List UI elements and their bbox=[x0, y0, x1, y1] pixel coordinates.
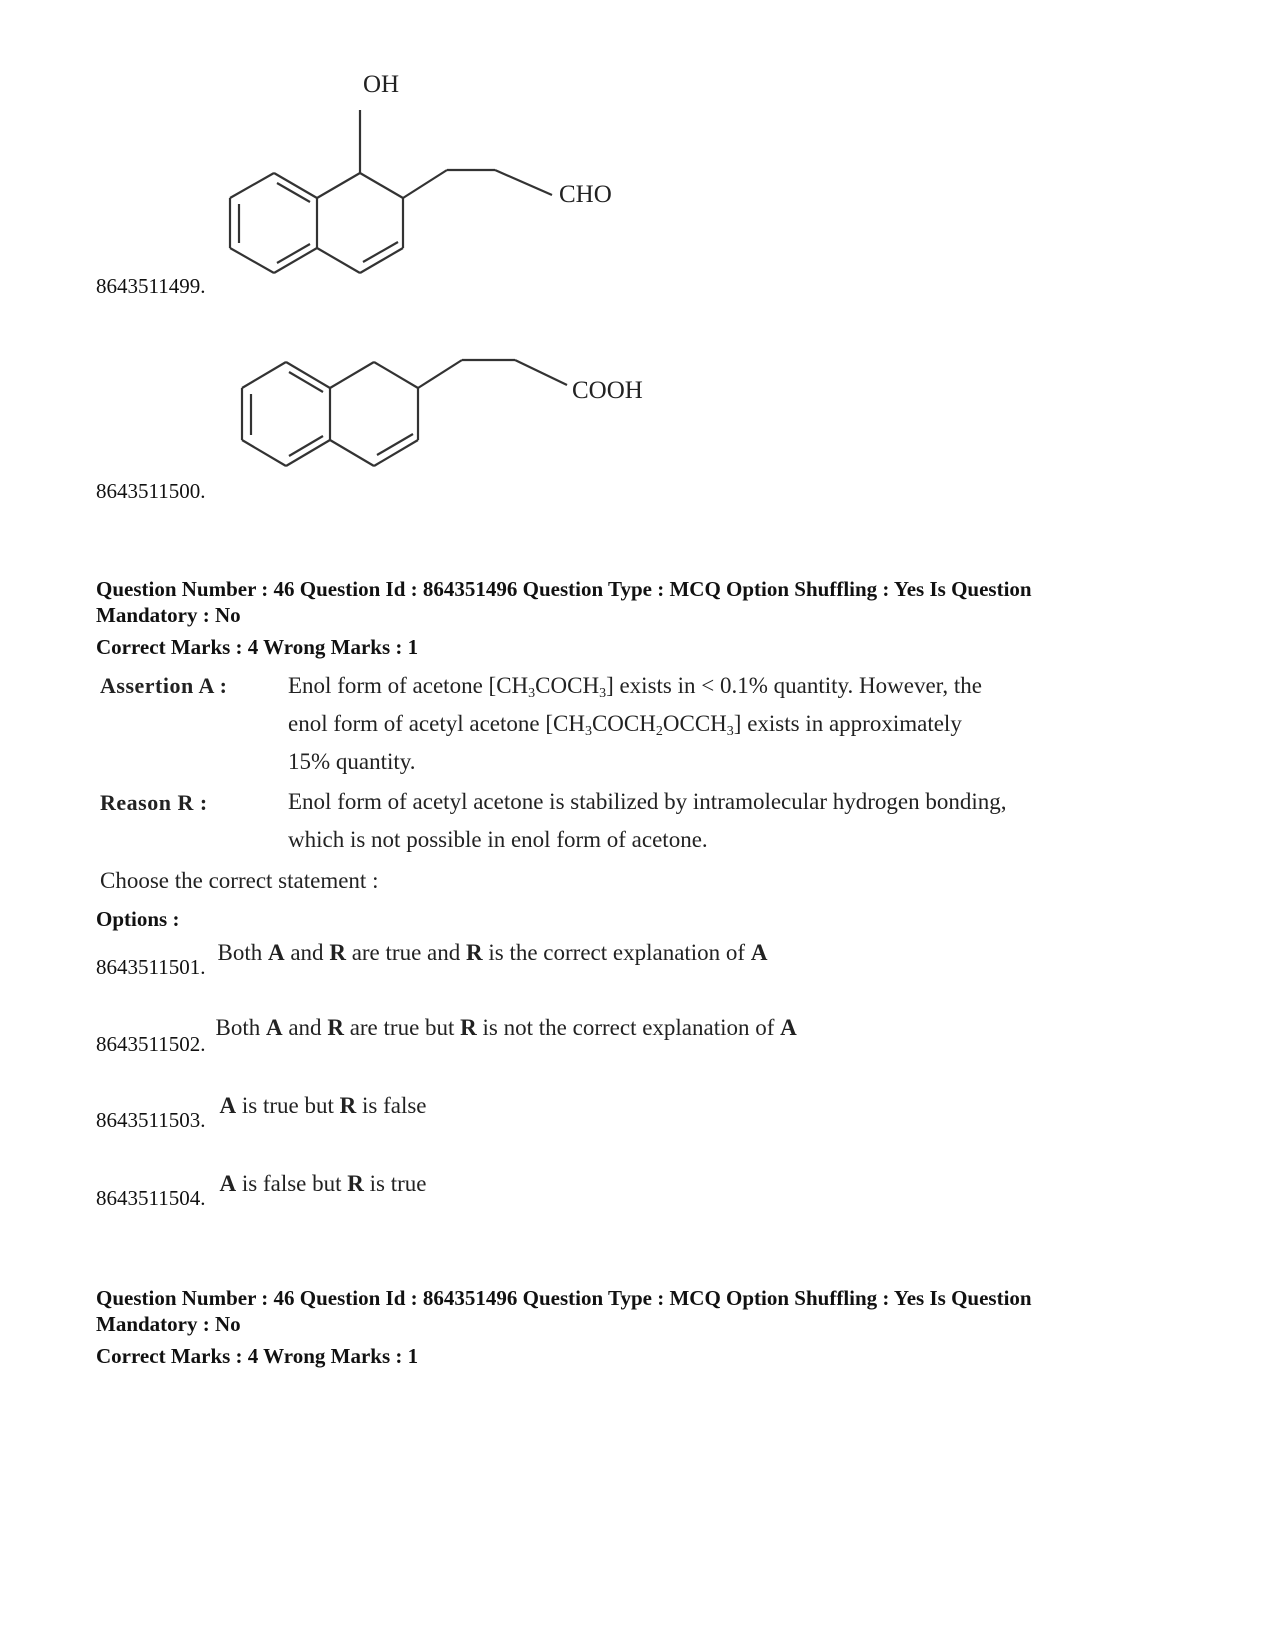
bond bbox=[377, 434, 413, 455]
reason-line-1: Enol form of acetyl acetone is stabilized by intramolecular hydrogen bonding, bbox=[288, 789, 1007, 814]
bond bbox=[242, 362, 286, 388]
bond bbox=[330, 362, 374, 388]
bond bbox=[403, 170, 447, 198]
next-question-header-line2: Mandatory : No bbox=[96, 1312, 241, 1336]
option-text: A is false but R is true bbox=[219, 1171, 427, 1196]
bond bbox=[515, 360, 567, 385]
bond bbox=[230, 173, 274, 198]
option-row[interactable] bbox=[96, 1093, 427, 1132]
bond bbox=[330, 440, 374, 466]
bond bbox=[374, 362, 418, 388]
bond bbox=[495, 170, 552, 195]
reason-label: Reason R : bbox=[100, 790, 208, 815]
cho-label: CHO bbox=[559, 181, 612, 208]
bond bbox=[363, 242, 398, 262]
option-number: 8643511501. bbox=[96, 955, 206, 979]
option-number: 8643511504. bbox=[96, 1186, 206, 1210]
option-row[interactable] bbox=[96, 1015, 797, 1056]
bond bbox=[277, 244, 310, 263]
assertion-line-2: enol form of acetyl acetone $[CH_3COCH_2OCCH_3]$ exists in approximately bbox=[288, 711, 962, 739]
bond bbox=[317, 173, 360, 198]
instruction-text: Choose the correct statement : bbox=[100, 868, 379, 893]
next-question-header-line1: Question Number : 46 Question Id : 864351496 Question Type : MCQ Option Shuffling : Yes Is Question bbox=[96, 1286, 1032, 1310]
assertion-line-1: Enol form of acetone $[CH_3COCH_3]$ exists in < 0.1% quantity. However, the bbox=[288, 673, 982, 701]
question-header bbox=[96, 576, 1032, 628]
reason-text bbox=[288, 783, 1128, 859]
question-header-line2: Mandatory : No bbox=[96, 603, 241, 627]
bond bbox=[360, 173, 403, 198]
options-label: Options : bbox=[96, 907, 180, 931]
bond bbox=[317, 248, 360, 273]
option-text: Both A and R are true but R is not the correct explanation of A bbox=[215, 1015, 797, 1040]
option-number: 8643511503. bbox=[96, 1108, 206, 1132]
cooh-label: COOH bbox=[572, 377, 643, 404]
next-question-header bbox=[96, 1285, 1032, 1337]
question-marks: Correct Marks : 4 Wrong Marks : 1 bbox=[96, 635, 419, 659]
assertion-label: Assertion A : bbox=[100, 673, 228, 698]
oh-label: OH bbox=[362, 71, 400, 98]
bond bbox=[230, 248, 274, 273]
structure-hydroxy-aldehyde bbox=[215, 65, 635, 295]
next-question-marks: Correct Marks : 4 Wrong Marks : 1 bbox=[96, 1344, 419, 1368]
reason-line-2: which is not possible in enol form of acetone. bbox=[288, 827, 708, 852]
option-text: Both A and R are true and R is the correct explanation of A bbox=[217, 940, 768, 965]
assertion-text bbox=[288, 667, 1118, 781]
option-row[interactable] bbox=[96, 940, 768, 979]
question-header-line1: Question Number : 46 Question Id : 864351496 Question Type : MCQ Option Shuffling : Yes Is Question bbox=[96, 577, 1032, 601]
option-text: A is true but R is false bbox=[219, 1093, 427, 1118]
structure-acetic-acid bbox=[230, 340, 660, 500]
bond bbox=[277, 183, 310, 202]
option-number: 8643511499. bbox=[96, 274, 206, 298]
bond bbox=[418, 360, 462, 388]
option-row[interactable] bbox=[96, 1171, 427, 1210]
bond bbox=[242, 440, 286, 466]
option-number: 8643511500. bbox=[96, 479, 206, 503]
assertion-line-3: 15% quantity. bbox=[288, 749, 416, 774]
option-number: 8643511502. bbox=[96, 1032, 206, 1056]
